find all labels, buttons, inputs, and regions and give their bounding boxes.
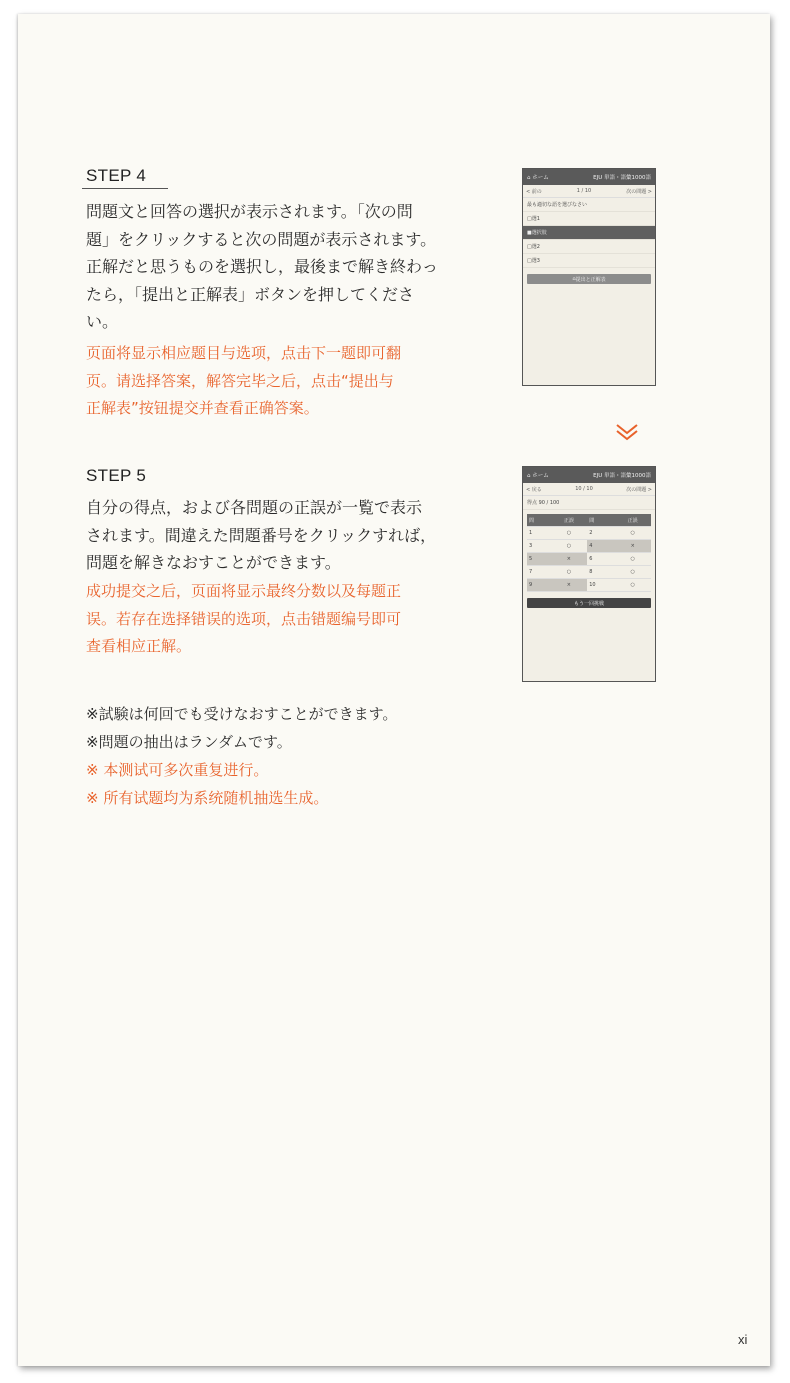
question-number[interactable]: 3 (527, 540, 551, 553)
header-cell: 正誤 (614, 514, 651, 527)
question-number[interactable]: 1 (527, 527, 551, 540)
result-mark: ○ (614, 553, 651, 566)
question-number[interactable]: 9 (527, 579, 551, 592)
note-retake-zh: ※ 本测试可多次重复进行。 (86, 761, 269, 779)
step4-zh-line: 页。请选择答案，解答完毕之后，点击“提出与 (86, 371, 394, 390)
question-number[interactable]: 6 (587, 553, 614, 566)
results-table (527, 514, 651, 592)
app-title: EJU 単語・語彙1000語 (593, 175, 651, 181)
step5-zh-text (86, 578, 458, 661)
result-mark: ○ (614, 566, 651, 579)
step4-title: STEP 4 (86, 166, 147, 185)
next-button[interactable]: 次の問題 > (626, 188, 652, 195)
step4-underline (82, 188, 168, 189)
phone-screenshot-results (522, 466, 656, 682)
question-number[interactable]: 4 (587, 540, 614, 553)
question-number[interactable]: 5 (527, 553, 551, 566)
option-item[interactable]: □ 選1 (523, 212, 655, 226)
page-number: xi (738, 1332, 748, 1347)
submit-button[interactable]: ⌂ 提出と正解表 (527, 274, 651, 284)
step5-title: STEP 5 (86, 466, 147, 485)
phone-screenshot-question (522, 168, 656, 386)
question-counter: 10 / 10 (575, 486, 593, 492)
home-link[interactable]: ⌂ ホーム (527, 473, 549, 479)
step4-jp-line: 題」をクリックすると次の問題が表示されます。 (86, 229, 437, 249)
step4-jp-line: い。 (86, 312, 119, 331)
question-number[interactable]: 7 (527, 566, 551, 579)
option-item-selected[interactable]: ■ 選択肢 (523, 226, 655, 240)
step4-jp-line: 正解だと思うものを選択し，最後まで解き終わっ (86, 257, 438, 276)
app-header (523, 467, 655, 483)
result-mark: × (614, 540, 651, 553)
option-item[interactable]: □ 選2 (523, 240, 655, 254)
step5-jp-line: 自分の得点，および各問題の正誤が一覧で表示 (86, 498, 423, 517)
table-row (527, 540, 651, 553)
note-random-zh: ※ 所有试题均为系统随机抽选生成。 (86, 789, 329, 807)
note-retake: ※試験は何回でも受けなおすことができます。 (86, 705, 398, 723)
table-row (527, 566, 651, 579)
step4-jp-text (86, 198, 458, 336)
step4-zh-line: 页面将显示相应题目与选项，点击下一题即可翻 (86, 344, 402, 362)
step4-jp-line: たら，「提出と正解表」ボタンを押してくださ (86, 284, 415, 304)
results-nav (523, 483, 655, 496)
table-row (527, 527, 651, 540)
note-random: ※問題の抽出はランダムです。 (86, 733, 292, 751)
header-cell: 問 (587, 514, 614, 527)
step5-jp-line: されます。間違えた問題番号をクリックすれば， (86, 525, 437, 545)
result-mark: ○ (614, 579, 651, 592)
step5-jp-line: 問題を解きなおすことができます。 (86, 553, 341, 572)
question-number[interactable]: 2 (587, 527, 614, 540)
table-row (527, 553, 651, 566)
app-header (523, 169, 655, 185)
home-link[interactable]: ⌂ ホーム (527, 175, 549, 181)
back-button[interactable]: < 戻る (526, 486, 542, 493)
step4-zh-text (86, 340, 458, 423)
question-counter: 1 / 10 (576, 188, 592, 194)
table-header (527, 514, 651, 527)
result-mark: ○ (551, 527, 588, 540)
step5-jp-text (86, 494, 458, 577)
prev-button[interactable]: < 前の (526, 188, 542, 195)
step5-zh-line: 成功提交之后，页面将显示最终分数以及每题正 (86, 582, 402, 600)
next-button[interactable]: 次の問題 > (626, 486, 652, 493)
question-text: 最も適切な語を選びなさい (523, 198, 655, 212)
header-cell: 正誤 (551, 514, 588, 527)
question-number[interactable]: 8 (587, 566, 614, 579)
step4-jp-line: 問題文と回答の選択が表示されます。「次の問 (86, 202, 413, 221)
option-item[interactable]: □ 選3 (523, 254, 655, 268)
step5-zh-line: 查看相应正解。 (86, 637, 192, 655)
table-row (527, 579, 651, 592)
step5-zh-line: 误。若存在选择错误的选项，点击错题编号即可 (86, 609, 402, 628)
result-mark: × (551, 553, 588, 566)
result-mark: × (551, 579, 588, 592)
result-mark: ○ (614, 527, 651, 540)
app-title: EJU 単語・語彙1000語 (593, 473, 651, 479)
retry-button[interactable]: もう一回挑戦 (527, 598, 651, 608)
header-cell: 問 (527, 514, 551, 527)
chevron-down-icon (614, 422, 640, 442)
question-nav (523, 185, 655, 198)
result-mark: ○ (551, 540, 588, 553)
question-number[interactable]: 10 (587, 579, 614, 592)
result-mark: ○ (551, 566, 588, 579)
step4-zh-line: 正解表”按钮提交并查看正确答案。 (86, 399, 319, 417)
score-text: 得点 90 / 100 (523, 496, 655, 510)
book-page (18, 14, 770, 1366)
